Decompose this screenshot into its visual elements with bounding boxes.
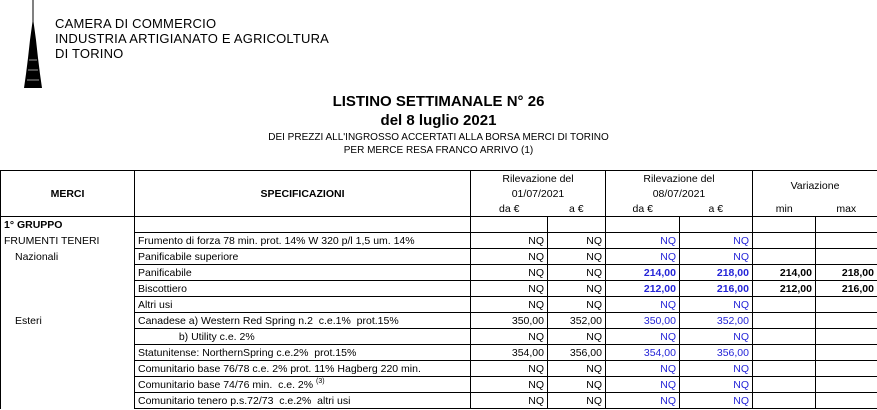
specificazione-cell: b) Utility c.e. 2% [135,329,471,345]
price-to-current: NQ [680,393,753,409]
price-to-current: NQ [680,329,753,345]
price-to-prev: NQ [548,377,606,393]
price-table [0,170,877,409]
org-line-1: CAMERA DI COMMERCIO [55,16,217,31]
price-to-current: 356,00 [680,345,753,361]
variation-min [753,297,816,313]
mole-antonelliana-logo [18,0,48,88]
price-from-prev: NQ [471,377,548,393]
header-a-1: a € [548,201,606,217]
footnote-ref: (3) [316,377,325,385]
variation-max [816,377,877,393]
variation-max [816,297,877,313]
price-from-prev: NQ [471,297,548,313]
header-specificazioni: SPECIFICAZIONI [135,171,471,217]
variation-max [816,313,877,329]
header-rilevazione-2: Rilevazione del [606,171,753,187]
variation-min: 214,00 [753,265,816,281]
header-rilevazione-1: Rilevazione del [471,171,606,187]
price-to-prev: NQ [548,233,606,249]
specificazione-cell: Altri usi [135,297,471,313]
price-to-prev: NQ [548,329,606,345]
price-to-current: NQ [680,297,753,313]
header-rilevazione-2-date: 08/07/2021 [606,186,753,201]
price-to-current: NQ [680,233,753,249]
price-from-current: 350,00 [606,313,680,329]
header-min: min [753,201,816,217]
price-from-prev: NQ [471,393,548,409]
variation-min [753,393,816,409]
price-to-current: NQ [680,249,753,265]
price-from-current: NQ [606,393,680,409]
specificazione-cell: Statunitense: NorthernSpring c.e.2% prot.15% [135,345,471,361]
header-da-1: da € [471,201,548,217]
price-to-prev: 352,00 [548,313,606,329]
specificazione-cell: Comunitario base 76/78 c.e. 2% prot. 11% Hagberg 220 min. [135,361,471,377]
header-merci: MERCI [1,171,135,217]
price-from-current: 354,00 [606,345,680,361]
merci-cell [1,377,135,393]
table-row [1,313,877,329]
price-to-current: NQ [680,361,753,377]
price-from-prev: NQ [471,281,548,297]
price-to-prev: NQ [548,393,606,409]
specificazione-cell: Frumento di forza 78 min. prot. 14% W 320 p/l 1,5 um. 14% [135,233,471,249]
specificazione-cell: Panificabile [135,265,471,281]
header-max: max [816,201,877,217]
specificazione-text: Comunitario base 74/76 min. c.e. 2% [138,378,314,391]
price-to-prev: NQ [548,265,606,281]
table-row [1,265,877,281]
header-a-2: a € [680,201,753,217]
merci-cell [1,297,135,313]
price-from-current: NQ [606,233,680,249]
variation-min [753,249,816,265]
table-row [1,249,877,265]
header-variazione: Variazione [753,171,877,202]
merci-cell: FRUMENTI TENERI [1,233,135,249]
merci-cell [1,361,135,377]
table-row [1,281,877,297]
specificazione-cell: Panificabile superiore [135,249,471,265]
merci-cell: Nazionali [1,249,135,265]
price-to-prev: NQ [548,361,606,377]
merci-cell [1,345,135,361]
merci-cell [1,329,135,345]
price-to-current: 218,00 [680,265,753,281]
price-from-prev: NQ [471,329,548,345]
merci-cell [1,393,135,409]
specificazione-cell: Biscottiero [135,281,471,297]
variation-max [816,361,877,377]
variation-min [753,377,816,393]
organization-name [55,16,329,61]
document-subtitle-2: PER MERCE RESA FRANCO ARRIVO (1) [343,145,534,156]
merci-cell: Esteri [1,313,135,329]
price-to-prev: NQ [548,249,606,265]
price-to-current: NQ [680,377,753,393]
table-row [1,345,877,361]
price-to-current: 352,00 [680,313,753,329]
variation-max [816,233,877,249]
table-row [1,361,877,377]
variation-min [753,329,816,345]
price-from-current: NQ [606,329,680,345]
org-line-2: INDUSTRIA ARTIGIANATO E AGRICOLTURA [55,31,330,46]
variation-min [753,313,816,329]
header-da-2: da € [606,201,680,217]
price-from-prev: NQ [471,361,548,377]
price-to-current: 216,00 [680,281,753,297]
document-subtitle-1: DEI PREZZI ALL'INGROSSO ACCERTATI ALLA BORSA MERCI DI TORINO [268,132,609,143]
variation-max [816,393,877,409]
variation-min: 212,00 [753,281,816,297]
variation-min [753,345,816,361]
variation-max: 218,00 [816,265,877,281]
price-from-current: NQ [606,377,680,393]
document-title: LISTINO SETTIMANALE N° 26 [332,93,545,110]
variation-max [816,329,877,345]
price-from-current: 212,00 [606,281,680,297]
variation-max [816,249,877,265]
price-from-current: NQ [606,297,680,313]
price-from-prev: 350,00 [471,313,548,329]
price-from-current: NQ [606,361,680,377]
table-row [1,233,877,249]
specificazione-cell [135,377,471,393]
specificazione-cell: Comunitario tenero p.s.72/73 c.e.2% altri usi [135,393,471,409]
merci-cell [1,281,135,297]
table-row [1,377,877,393]
price-to-prev: NQ [548,281,606,297]
table-row [1,297,877,313]
header-rilevazione-1-date: 01/07/2021 [471,186,606,201]
variation-min [753,361,816,377]
price-to-prev: 356,00 [548,345,606,361]
table-row [1,393,877,409]
table-row [1,329,877,345]
price-from-current: 214,00 [606,265,680,281]
specificazione-cell: Canadese a) Western Red Spring n.2 c.e.1% prot.15% [135,313,471,329]
org-line-3: DI TORINO [55,46,124,61]
price-to-prev: NQ [548,297,606,313]
merci-cell [1,265,135,281]
variation-min [753,233,816,249]
price-from-prev: NQ [471,265,548,281]
variation-max: 216,00 [816,281,877,297]
price-from-prev: NQ [471,249,548,265]
price-from-prev: 354,00 [471,345,548,361]
price-from-prev: NQ [471,233,548,249]
variation-max [816,345,877,361]
group-label: 1° GRUPPO [1,217,135,233]
document-date: del 8 luglio 2021 [380,112,497,129]
price-from-current: NQ [606,249,680,265]
